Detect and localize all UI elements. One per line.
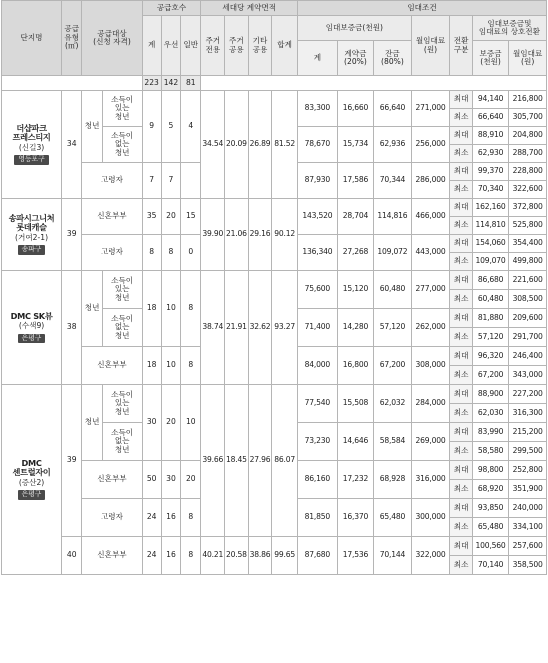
deposit-total: 87,680 [298, 537, 338, 575]
conv-deposit: 81,880 [472, 309, 508, 328]
units-priority: 16 [161, 537, 180, 575]
target-label: 고령자 [82, 235, 142, 271]
deposit-total: 143,520 [298, 199, 338, 235]
units-priority: 20 [161, 385, 180, 461]
header-deposit-total: 계 [298, 41, 338, 76]
income-label: 소득이 있는 청년 [102, 91, 142, 127]
conv-rent: 227,200 [509, 385, 547, 404]
table-row [2, 385, 547, 404]
complex-name: 송파시그니처 롯데캐슬 [8, 213, 55, 233]
conv-rent: 288,700 [509, 145, 547, 163]
header-mutual-conversion: 임대보증금및 임대료의 상호전환 [472, 16, 546, 41]
balance-amount: 70,344 [374, 163, 412, 199]
conversion-kind: 최소 [450, 217, 473, 235]
private-area: 40.21 [201, 537, 225, 575]
deposit-total: 77,540 [298, 385, 338, 423]
income-label: 소득이 있는 청년 [102, 385, 142, 423]
contract-amount: 17,536 [337, 537, 373, 575]
conv-deposit: 96,320 [472, 347, 508, 366]
conv-deposit: 88,900 [472, 385, 508, 404]
header-balance: 잔금 (80%) [374, 41, 412, 76]
balance-amount: 68,928 [374, 461, 412, 499]
conv-rent: 246,400 [509, 347, 547, 366]
other-common-area: 38.86 [248, 537, 272, 575]
conversion-kind: 최대 [450, 309, 473, 328]
target-youth: 청년 [82, 271, 102, 347]
supply-type: 39 [62, 385, 82, 537]
header-units-total: 계 [142, 16, 161, 76]
monthly-rent: 256,000 [411, 127, 450, 163]
conv-rent: 228,800 [509, 163, 547, 181]
supply-type: 34 [62, 91, 82, 199]
conv-rent: 334,100 [509, 518, 547, 537]
monthly-rent: 284,000 [411, 385, 450, 423]
conv-deposit: 62,930 [472, 145, 508, 163]
target-label: 고령자 [82, 163, 142, 199]
conv-deposit: 57,120 [472, 328, 508, 347]
table-row [2, 537, 547, 556]
conv-rent: 358,500 [509, 556, 547, 575]
conv-rent: 308,500 [509, 290, 547, 309]
units-general: 15 [181, 199, 201, 235]
deposit-total: 136,340 [298, 235, 338, 271]
conv-rent: 343,000 [509, 366, 547, 385]
units-priority: 5 [161, 91, 180, 163]
totals-row [2, 76, 547, 91]
monthly-rent: 269,000 [411, 423, 450, 461]
balance-amount: 62,936 [374, 127, 412, 163]
conv-rent: 257,600 [509, 537, 547, 556]
conv-deposit: 109,070 [472, 253, 508, 271]
balance-amount: 62,032 [374, 385, 412, 423]
header-target: 공급대상 (신청 자격) [82, 1, 142, 76]
header-other-common: 기타 공용 [248, 16, 272, 76]
header-common-area: 주거 공용 [225, 16, 249, 76]
conv-deposit: 100,560 [472, 537, 508, 556]
units-total: 35 [142, 199, 161, 235]
balance-amount: 58,584 [374, 423, 412, 461]
conv-rent: 215,200 [509, 423, 547, 442]
conv-rent: 204,800 [509, 127, 547, 145]
units-general: 8 [181, 347, 201, 385]
area-sum: 93.27 [272, 271, 298, 385]
units-total: 30 [142, 385, 161, 461]
balance-amount: 114,816 [374, 199, 412, 235]
units-total: 24 [142, 499, 161, 537]
conversion-kind: 최소 [450, 404, 473, 423]
area-sum: 81.52 [272, 91, 298, 199]
supply-type: 38 [62, 271, 82, 385]
complex-cell [2, 271, 62, 385]
income-label: 소득이 없는 청년 [102, 127, 142, 163]
conv-deposit: 86,680 [472, 271, 508, 290]
conv-rent: 299,500 [509, 442, 547, 461]
conv-deposit: 68,920 [472, 480, 508, 499]
units-total: 24 [142, 537, 161, 575]
conv-deposit: 58,580 [472, 442, 508, 461]
district-badge: 영등포구 [14, 155, 48, 165]
target-label: 신혼부부 [82, 199, 142, 235]
units-general: 0 [181, 235, 201, 271]
conv-deposit: 99,370 [472, 163, 508, 181]
conv-rent: 305,700 [509, 109, 547, 127]
conversion-kind: 최대 [450, 385, 473, 404]
conv-deposit: 65,480 [472, 518, 508, 537]
complex-name: DMC 센트럴자이 [12, 458, 51, 478]
area-sum: 99.65 [272, 537, 298, 575]
conversion-kind: 최소 [450, 253, 473, 271]
conversion-kind: 최대 [450, 91, 473, 109]
units-priority: 10 [161, 347, 180, 385]
contract-amount: 15,734 [337, 127, 373, 163]
units-general: 8 [181, 499, 201, 537]
conv-rent: 252,800 [509, 461, 547, 480]
contract-amount: 15,120 [337, 271, 373, 309]
conversion-kind: 최소 [450, 109, 473, 127]
other-common-area: 26.89 [248, 91, 272, 199]
area-sum: 86.07 [272, 385, 298, 537]
complex-location: (증산2) [18, 477, 45, 487]
conv-rent: 316,300 [509, 404, 547, 423]
common-area: 20.09 [225, 91, 249, 199]
conv-deposit: 66,640 [472, 109, 508, 127]
target-label: 고령자 [82, 499, 142, 537]
conversion-kind: 최대 [450, 423, 473, 442]
units-priority: 20 [161, 199, 180, 235]
area-sum: 90.12 [272, 199, 298, 271]
contract-amount: 16,660 [337, 91, 373, 127]
units-priority: 8 [161, 235, 180, 271]
monthly-rent: 308,000 [411, 347, 450, 385]
header-conv-rent: 월임대료 (원) [509, 41, 547, 76]
monthly-rent: 271,000 [411, 91, 450, 127]
monthly-rent: 262,000 [411, 309, 450, 347]
conversion-kind: 최대 [450, 199, 473, 217]
district-badge: 은평구 [18, 490, 46, 500]
supply-type: 39 [62, 199, 82, 271]
contract-amount: 14,646 [337, 423, 373, 461]
units-total: 18 [142, 347, 161, 385]
table-row [2, 271, 547, 290]
monthly-rent: 316,000 [411, 461, 450, 499]
rental-conditions-table [1, 0, 547, 575]
complex-name: 더샵파크 프레스티지 [12, 123, 51, 143]
conv-rent: 291,700 [509, 328, 547, 347]
conv-rent: 322,600 [509, 181, 547, 199]
target-label: 신혼부부 [82, 537, 142, 575]
conv-deposit: 162,160 [472, 199, 508, 217]
deposit-total: 71,400 [298, 309, 338, 347]
contract-amount: 14,280 [337, 309, 373, 347]
common-area: 21.91 [225, 271, 249, 385]
complex-cell [2, 385, 62, 575]
deposit-total: 87,930 [298, 163, 338, 199]
target-label: 신혼부부 [82, 347, 142, 385]
header-monthly-rent: 월임대료 (원) [411, 16, 450, 76]
common-area: 21.06 [225, 199, 249, 271]
header-deposit: 임대보증금(천원) [298, 16, 412, 41]
conversion-kind: 최소 [450, 556, 473, 575]
header-supply-units: 공급호수 [142, 1, 201, 16]
conv-deposit: 93,850 [472, 499, 508, 518]
conversion-kind: 최대 [450, 499, 473, 518]
deposit-total: 83,300 [298, 91, 338, 127]
target-youth: 청년 [82, 385, 102, 461]
conversion-kind: 최대 [450, 347, 473, 366]
conversion-kind: 최소 [450, 480, 473, 499]
private-area: 39.90 [201, 199, 225, 271]
common-area: 18.45 [225, 385, 249, 537]
deposit-total: 75,600 [298, 271, 338, 309]
contract-amount: 16,800 [337, 347, 373, 385]
conversion-kind: 최대 [450, 537, 473, 556]
private-area: 39.66 [201, 385, 225, 537]
contract-amount: 15,508 [337, 385, 373, 423]
deposit-total: 73,230 [298, 423, 338, 461]
complex-location: (거여2-1) [15, 232, 49, 242]
other-common-area: 29.16 [248, 199, 272, 271]
deposit-total: 84,000 [298, 347, 338, 385]
complex-cell [2, 91, 62, 199]
header-area: 세대당 계약면적 [201, 1, 298, 16]
totals-total: 223 [142, 76, 161, 91]
header-rent-conditions: 임대조건 [298, 1, 547, 16]
complex-location: (수색9) [18, 321, 45, 331]
contract-amount: 17,586 [337, 163, 373, 199]
units-priority: 30 [161, 461, 180, 499]
units-general: 4 [181, 91, 201, 163]
deposit-total: 81,850 [298, 499, 338, 537]
conv-rent: 240,000 [509, 499, 547, 518]
private-area: 38.74 [201, 271, 225, 385]
district-badge: 은평구 [18, 334, 46, 344]
monthly-rent: 443,000 [411, 235, 450, 271]
conversion-kind: 최대 [450, 163, 473, 181]
units-total: 7 [142, 163, 161, 199]
conv-deposit: 83,990 [472, 423, 508, 442]
other-common-area: 32.62 [248, 271, 272, 385]
target-label: 신혼부부 [82, 461, 142, 499]
conv-rent: 351,900 [509, 480, 547, 499]
conversion-kind: 최대 [450, 235, 473, 253]
common-area: 20.58 [225, 537, 249, 575]
private-area: 34.54 [201, 91, 225, 199]
monthly-rent: 286,000 [411, 163, 450, 199]
income-label: 소득이 없는 청년 [102, 309, 142, 347]
balance-amount: 109,072 [374, 235, 412, 271]
conv-deposit: 70,340 [472, 181, 508, 199]
totals-general: 81 [181, 76, 201, 91]
units-general [181, 163, 201, 199]
conv-rent: 525,800 [509, 217, 547, 235]
units-priority: 7 [161, 163, 180, 199]
conversion-kind: 최소 [450, 145, 473, 163]
units-priority: 16 [161, 499, 180, 537]
contract-amount: 17,232 [337, 461, 373, 499]
deposit-total: 78,670 [298, 127, 338, 163]
balance-amount: 60,480 [374, 271, 412, 309]
balance-amount: 70,144 [374, 537, 412, 575]
units-total: 50 [142, 461, 161, 499]
balance-amount: 57,120 [374, 309, 412, 347]
header-private-area: 주거 전용 [201, 16, 225, 76]
units-total: 8 [142, 235, 161, 271]
conversion-kind: 최대 [450, 127, 473, 145]
balance-amount: 67,200 [374, 347, 412, 385]
conversion-kind: 최대 [450, 461, 473, 480]
conv-rent: 216,800 [509, 91, 547, 109]
units-priority: 10 [161, 271, 180, 347]
header-supply-type: 공급 유형 (㎡) [62, 1, 82, 76]
monthly-rent: 322,000 [411, 537, 450, 575]
conversion-kind: 최소 [450, 442, 473, 461]
income-label: 소득이 있는 청년 [102, 271, 142, 309]
complex-name: DMC SK뷰 [10, 310, 53, 321]
conv-rent: 372,800 [509, 199, 547, 217]
conv-deposit: 154,060 [472, 235, 508, 253]
header-units-general: 일반 [181, 16, 201, 76]
header-area-sum: 합계 [272, 16, 298, 76]
header-units-priority: 우선 [161, 16, 180, 76]
deposit-total: 86,160 [298, 461, 338, 499]
target-youth: 청년 [82, 91, 102, 163]
header-conv-deposit: 보증금 (천원) [472, 41, 508, 76]
contract-amount: 28,704 [337, 199, 373, 235]
conv-rent: 209,600 [509, 309, 547, 328]
other-common-area: 27.96 [248, 385, 272, 537]
income-label: 소득이 없는 청년 [102, 423, 142, 461]
balance-amount: 66,640 [374, 91, 412, 127]
header-conversion: 전환 구분 [450, 16, 473, 76]
conversion-kind: 최소 [450, 181, 473, 199]
table-row [2, 199, 547, 217]
conv-deposit: 114,810 [472, 217, 508, 235]
units-total: 9 [142, 91, 161, 163]
conv-deposit: 88,910 [472, 127, 508, 145]
balance-amount: 65,480 [374, 499, 412, 537]
conversion-kind: 최소 [450, 328, 473, 347]
contract-amount: 27,268 [337, 235, 373, 271]
conv-rent: 354,400 [509, 235, 547, 253]
monthly-rent: 466,000 [411, 199, 450, 235]
supply-type: 40 [62, 537, 82, 575]
conv-rent: 499,800 [509, 253, 547, 271]
conversion-kind: 최소 [450, 518, 473, 537]
units-general: 20 [181, 461, 201, 499]
conversion-kind: 최소 [450, 290, 473, 309]
conv-deposit: 62,030 [472, 404, 508, 423]
complex-cell [2, 199, 62, 271]
monthly-rent: 277,000 [411, 271, 450, 309]
units-general: 8 [181, 537, 201, 575]
conversion-kind: 최대 [450, 271, 473, 290]
conv-deposit: 98,800 [472, 461, 508, 480]
units-general: 8 [181, 271, 201, 347]
table-row [2, 91, 547, 109]
units-general: 10 [181, 385, 201, 461]
conv-deposit: 94,140 [472, 91, 508, 109]
conv-deposit: 60,480 [472, 290, 508, 309]
units-total: 18 [142, 271, 161, 347]
conv-deposit: 70,140 [472, 556, 508, 575]
conv-deposit: 67,200 [472, 366, 508, 385]
header-complex: 단지명 [2, 1, 62, 76]
conversion-kind: 최소 [450, 366, 473, 385]
contract-amount: 16,370 [337, 499, 373, 537]
district-badge: 송파구 [18, 245, 46, 255]
conv-rent: 221,600 [509, 271, 547, 290]
totals-priority: 142 [161, 76, 180, 91]
complex-location: (신길3) [18, 142, 45, 152]
header-contract: 계약금 (20%) [337, 41, 373, 76]
monthly-rent: 300,000 [411, 499, 450, 537]
